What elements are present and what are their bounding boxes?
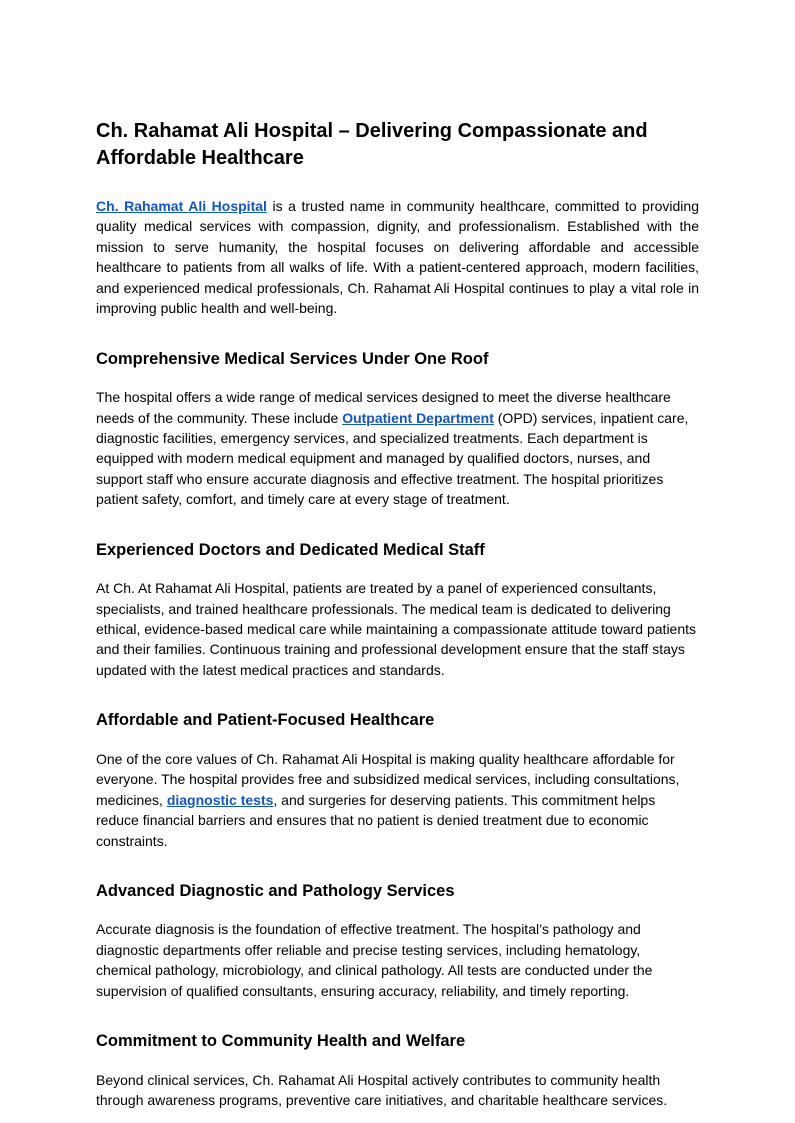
services-paragraph <box>96 387 699 510</box>
section-heading-diagnostic: Advanced Diagnostic and Pathology Services <box>96 881 455 900</box>
community-paragraph: Beyond clinical services, Ch. Rahamat Ali Hospital actively contributes to community health through awareness programs, preventive care initiatives, and charitable healthcare services. <box>96 1071 668 1108</box>
doctors-paragraph: At Ch. At Rahamat Ali Hospital, patients are treated by a panel of experienced consultants, specialists, and trained healthcare professionals. The medical team is dedicated to delivering ethical, evidence-based medical care while maintaining a compassionate attitude toward patients and their families. Continuous training and professional development ensure that the staff stays updated with the latest medical practices and standards. <box>96 580 697 678</box>
affordable-text-after: , and surgeries for deserving patients. This commitment helps reduce financial barriers and ensures that no patient is denied treatment due to economic constraints. <box>96 791 656 849</box>
intro-paragraph-text: is a trusted name in community healthcare, committed to providing quality medical services with compassion, dignity, and professionalism. Established with the mission to serve humanity, the hospital focuses on delivering affordable and accessible healthcare to patients from all walks of life. With a patient-centered approach, modern facilities, and experienced medical professionals, Ch. Rahamat Ali Hospital continues to play a vital role in improving public health and well-being. <box>96 198 699 317</box>
section-heading-services: Comprehensive Medical Services Under One Roof <box>96 349 489 368</box>
services-text-before: The hospital offers a wide range of medical services designed to meet the diverse healthcare needs of the community. These include <box>96 389 671 426</box>
section-heading-affordable: Affordable and Patient-Focused Healthcare <box>96 711 435 730</box>
diagnostic-paragraph: Accurate diagnosis is the foundation of effective treatment. The hospital’s pathology and diagnostic departments offer reliable and precise testing services, including hematology, chemical pathology, microbiology, and clinical pathology. All tests are conducted under the supervision of qualified consultants, ensuring accuracy, reliability, and timely reporting. <box>96 921 653 999</box>
outpatient-department-link[interactable]: Outpatient Department <box>342 409 494 426</box>
intro-paragraph <box>96 196 699 319</box>
hospital-link[interactable]: Ch. Rahamat Ali Hospital <box>96 198 267 214</box>
affordable-text-before: One of the core values of Ch. Rahamat Ali Hospital is making quality healthcare affordable for everyone. The hospital provides free and subsidized medical services, including consultations, medicines, <box>96 750 680 808</box>
document-title: Ch. Rahamat Ali Hospital – Delivering Compassionate and Affordable Healthcare <box>96 120 648 169</box>
diagnostic-tests-link[interactable]: diagnostic tests <box>166 791 274 808</box>
section-heading-community: Commitment to Community Health and Welfare <box>96 1032 466 1051</box>
section-heading-doctors: Experienced Doctors and Dedicated Medical Staff <box>96 540 485 559</box>
services-text-after: (OPD) services, inpatient care, diagnostic facilities, emergency services, and specialized treatments. Each department is equipped with modern medical equipment and managed by qualified doctors, nurses, and support staff who ensure accurate diagnosis and effective treatment. The hospital prioritizes patient safety, comfort, and timely care at every stage of treatment. <box>96 409 689 508</box>
affordable-paragraph <box>96 749 699 851</box>
